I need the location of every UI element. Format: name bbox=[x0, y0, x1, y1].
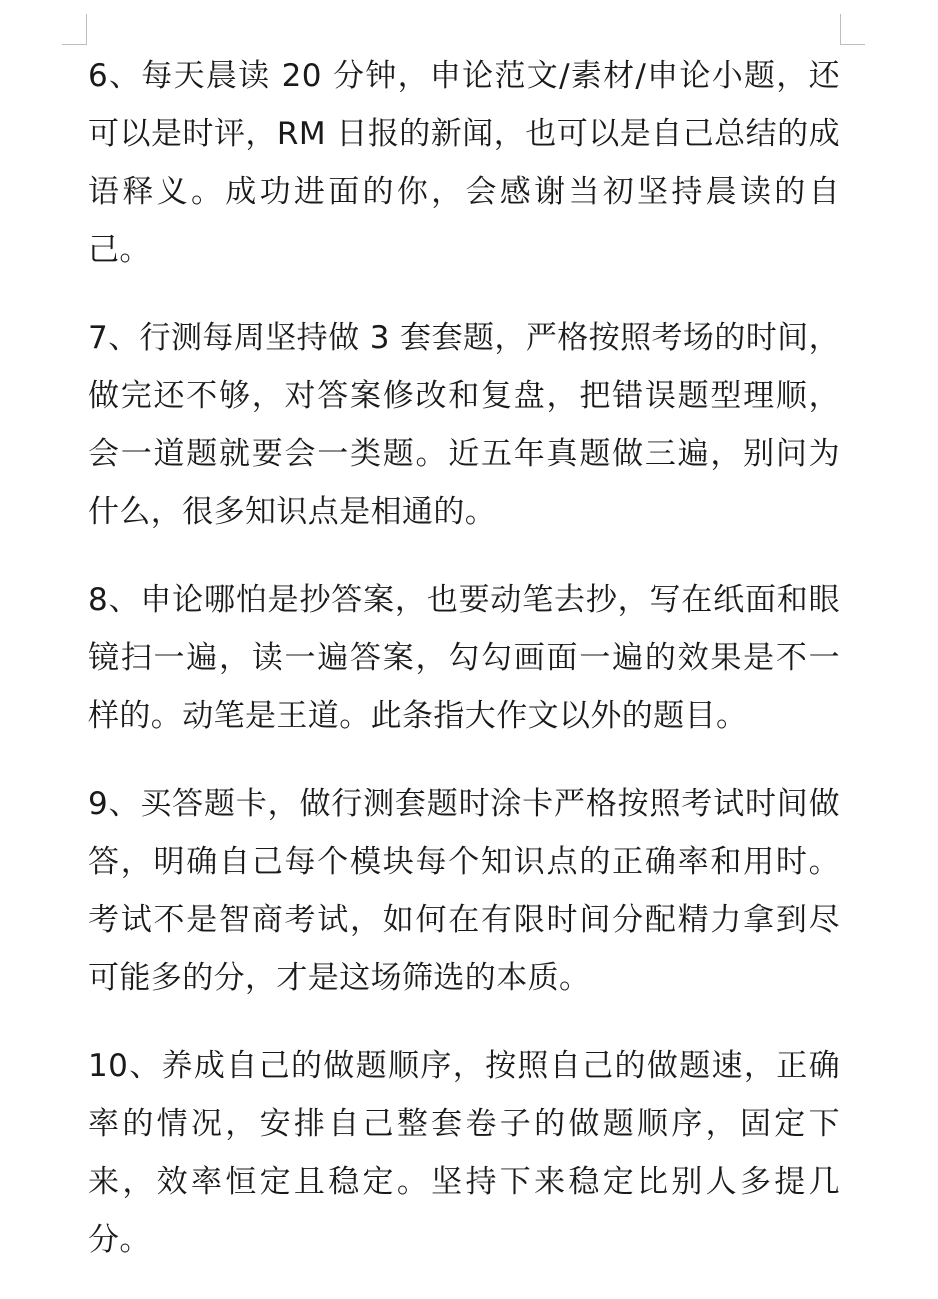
paragraph-tip-9: 9、买答题卡，做行测套题时涂卡严格按照考试时间做答，明确自己每个模块每个知识点的正确率和用时。考试不是智商考试，如何在有限时间分配精力拿到尽可能多的分，才是这场筛选的本质。 bbox=[88, 786, 840, 996]
paragraph-tip-7: 7、行测每周坚持做 3 套套题，严格按照考场的时间，做完还不够，对答案修改和复盘，把错误题型理顺，会一道题就要会一类题。近五年真题做三遍，别问为什么，很多知识点是相通的。 bbox=[88, 320, 840, 530]
paragraph-tip-6: 6、每天晨读 20 分钟，申论范文/素材/申论小题，还可以是时评，RM 日报的新闻，也可以是自己总结的成语释义。成功进面的你，会感谢当初坚持晨读的自己。 bbox=[88, 58, 840, 268]
paragraph-tip-8: 8、申论哪怕是抄答案，也要动笔去抄，写在纸面和眼镜扫一遍，读一遍答案，勾勾画面一遍的效果是不一样的。动笔是王道。此条指大作文以外的题目。 bbox=[88, 582, 840, 734]
paragraph-tip-10: 10、养成自己的做题顺序，按照自己的做题速，正确率的情况，安排自己整套卷子的做题顺序，固定下来，效率恒定且稳定。坚持下来稳定比别人多提几分。 bbox=[88, 1048, 840, 1258]
page-corner-mark-top-left bbox=[62, 14, 87, 45]
page-corner-mark-top-right bbox=[840, 14, 865, 45]
document-body bbox=[88, 47, 840, 1299]
